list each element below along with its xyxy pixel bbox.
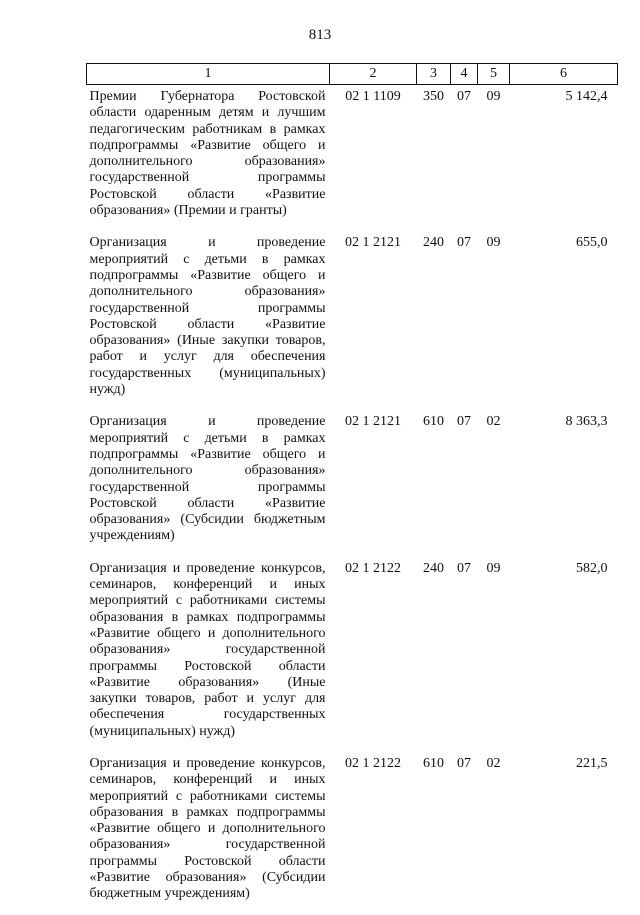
row-col5: 09	[486, 89, 501, 104]
row-col3: 240	[423, 235, 444, 251]
column-header: 6	[510, 64, 618, 85]
row-col4: 07	[457, 235, 471, 251]
row-col4: 07	[457, 414, 471, 430]
column-header: 5	[478, 64, 510, 85]
row-description: Организация и проведение мероприятий с детьми в рамках подпрограммы «Развитие общего и дополнительного образования» государственной программы Ростовской области «Развитие образования» (Субсидии бюджетным учреждениям)	[89, 414, 326, 544]
row-amount: 582,0	[576, 560, 608, 576]
row-col4: 07	[457, 755, 471, 771]
row-col5: 09	[486, 235, 501, 251]
column-header: 1	[87, 64, 330, 85]
row-col5: 09	[486, 560, 501, 576]
row-amount: 8 363,3	[565, 414, 608, 430]
row-col4: 07	[457, 560, 471, 576]
row-description: Организация и проведение конкурсов, семинаров, конференций и иных мероприятий с работниками системы образования в рамках подпрограммы «Развитие общего и дополнительного образования» государственной программы Ростовской области «Развитие образования» (Субсидии бюджетным учреждениям)	[89, 755, 326, 902]
row-amount: 221,5	[576, 755, 608, 771]
row-col3: 610	[423, 755, 444, 771]
row-amount: 5 142,4	[565, 89, 608, 104]
row-col5: 02	[486, 755, 501, 771]
row-code: 02 1 1109	[345, 89, 401, 104]
table-row	[87, 752, 618, 915]
row-col3: 610	[423, 414, 444, 430]
table-row	[87, 410, 618, 556]
table-row	[87, 231, 618, 410]
row-col3: 350	[423, 89, 444, 104]
row-amount: 655,0	[576, 235, 608, 251]
row-code: 02 1 2122	[345, 755, 401, 771]
table-row	[87, 85, 618, 232]
page-number: 813	[308, 27, 332, 43]
column-header: 2	[330, 64, 417, 85]
column-header: 3	[417, 64, 451, 85]
budget-table	[86, 63, 618, 915]
table-header-row	[87, 64, 618, 85]
row-col4: 07	[457, 89, 471, 104]
row-code: 02 1 2122	[345, 560, 401, 576]
row-code: 02 1 2121	[345, 235, 401, 251]
column-header: 4	[451, 64, 478, 85]
row-col3: 240	[423, 560, 444, 576]
row-code: 02 1 2121	[345, 414, 401, 430]
row-description: Организация и проведение конкурсов, семинаров, конференций и иных мероприятий с работниками системы образования в рамках подпрограммы «Развитие общего и дополнительного образования» государственной программы Ростовской области «Развитие образования» (Иные закупки товаров, работ и услуг для обеспечения государственных (муниципальных) нужд)	[89, 560, 326, 739]
row-description: Премии Губернатора Ростовской области одаренным детям и лучшим педагогическим работникам в рамках подпрограммы «Развитие общего и дополнительного образования» государственной программы Ростовской области «Развитие образования» (Премии и гранты)	[89, 89, 326, 219]
table-row	[87, 557, 618, 752]
row-description: Организация и проведение мероприятий с детьми в рамках подпрограммы «Развитие общего и дополнительного образования» государственной программы Ростовской области «Развитие образования» (Иные закупки товаров, работ и услуг для обеспечения государственных (муниципальных) нужд)	[89, 235, 326, 398]
row-col5: 02	[486, 414, 501, 430]
